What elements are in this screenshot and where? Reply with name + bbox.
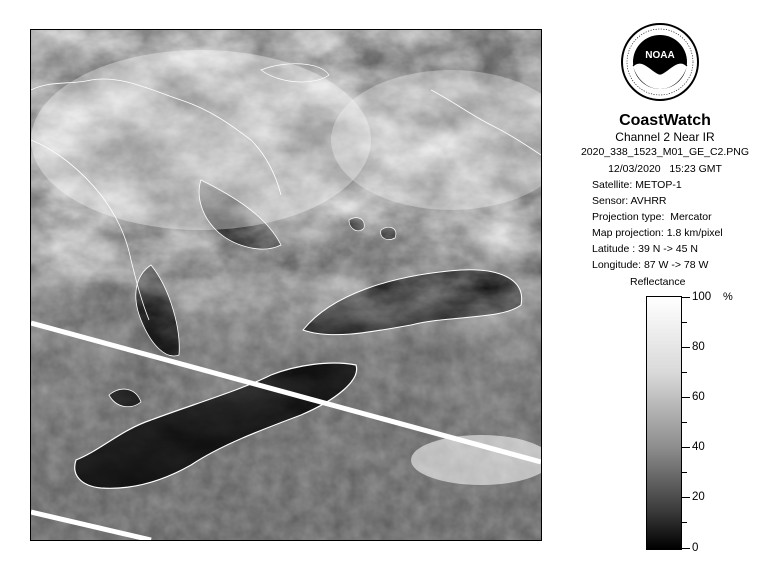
colorbar-tick <box>682 322 687 323</box>
datetime-label: 12/03/2020 15:23 GMT <box>608 163 722 175</box>
colorbar-tick <box>682 297 690 298</box>
channel-label: Channel 2 Near IR <box>615 130 715 144</box>
satellite-map <box>30 29 542 541</box>
latitude-label: Latitude : 39 N -> 45 N <box>592 243 698 255</box>
map-projection-label: Map projection: 1.8 km/pixel <box>592 227 723 239</box>
projection-type-label: Projection type: Mercator <box>592 211 712 223</box>
colorbar-tick <box>682 422 687 423</box>
sensor-label: Sensor: AVHRR <box>592 195 667 207</box>
colorbar-tick <box>682 347 690 348</box>
satellite-label: Satellite: METOP-1 <box>592 179 682 191</box>
colorbar-tick <box>682 497 690 498</box>
colorbar-tick <box>682 472 687 473</box>
colorbar-tick <box>682 447 690 448</box>
noaa-seal-icon <box>620 16 700 116</box>
filename-label: 2020_338_1523_M01_GE_C2.PNG <box>580 146 750 158</box>
tick-label-20: 20 <box>692 491 705 503</box>
tick-label-100: 100 <box>692 291 712 303</box>
app-title: CoastWatch <box>619 112 711 129</box>
logo-text: NOAA <box>645 50 675 61</box>
longitude-label: Longitude: 87 W -> 78 W <box>592 259 709 271</box>
legend-title: Reflectance <box>630 276 686 288</box>
tick-label-40: 40 <box>692 441 705 453</box>
colorbar-tick <box>682 397 690 398</box>
tick-label-60: 60 <box>692 391 705 403</box>
legend-unit: % <box>723 291 733 303</box>
colorbar-tick <box>682 548 690 549</box>
satellite-image <box>31 30 541 540</box>
reflectance-colorbar <box>646 296 682 550</box>
colorbar-tick <box>682 522 687 523</box>
colorbar-tick <box>682 372 687 373</box>
noaa-logo <box>620 16 700 116</box>
tick-label-0: 0 <box>692 542 699 554</box>
tick-label-80: 80 <box>692 341 705 353</box>
